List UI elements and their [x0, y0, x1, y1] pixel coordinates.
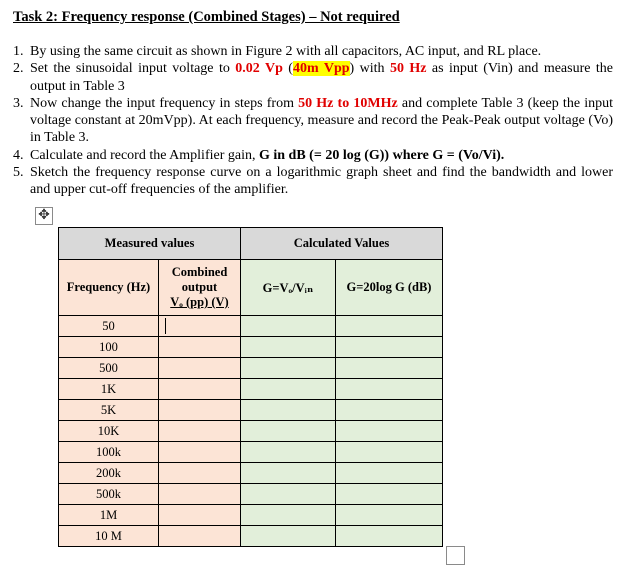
output-cell[interactable]	[159, 379, 241, 400]
table-resize-icon[interactable]	[446, 546, 465, 565]
frequency-cell: 5K	[59, 400, 159, 421]
table-row	[59, 526, 443, 547]
col-output-sub: Vₒ (pp) (V)	[170, 295, 229, 309]
frequency-table	[58, 227, 443, 547]
gain-db-cell[interactable]	[336, 379, 443, 400]
col-output-label: Combined output	[171, 265, 228, 294]
table-row	[59, 484, 443, 505]
table-row	[59, 463, 443, 484]
gain-db-cell[interactable]	[336, 337, 443, 358]
output-cell[interactable]	[159, 484, 241, 505]
output-cell[interactable]	[159, 463, 241, 484]
gain-cell[interactable]	[241, 400, 336, 421]
output-cell[interactable]	[159, 400, 241, 421]
col-gain: G=Vₒ/Vᵢₙ	[241, 260, 336, 316]
gain-db-cell[interactable]	[336, 442, 443, 463]
gain-cell[interactable]	[241, 316, 336, 337]
gain-cell[interactable]	[241, 421, 336, 442]
gain-db-cell[interactable]	[336, 358, 443, 379]
task-title: Task 2: Frequency response (Combined Stages) – Not required	[13, 9, 400, 25]
step-text-run: 50 Hz to 10MHz	[298, 95, 398, 111]
frequency-cell: 10 M	[59, 526, 159, 547]
step-item	[13, 43, 613, 60]
text-cursor	[165, 318, 166, 334]
gain-db-cell[interactable]	[336, 505, 443, 526]
step-text-run: G in dB (= 20 log (G)) where G = (Vo/Vi).	[258, 147, 505, 163]
step-text-run: 40m Vpp	[292, 61, 350, 77]
table-row	[59, 337, 443, 358]
frequency-cell: 200k	[59, 463, 159, 484]
step-item	[13, 95, 613, 147]
gain-db-cell[interactable]	[336, 421, 443, 442]
gain-cell[interactable]	[241, 337, 336, 358]
table-row	[59, 316, 443, 337]
step-text-run: Sketch the frequency response curve on a logarithmic graph sheet and find the bandwidth and lower and upper cut-off frequencies of the amplifier.	[30, 165, 613, 198]
gain-db-cell[interactable]	[336, 484, 443, 505]
gain-db-cell[interactable]	[336, 400, 443, 421]
step-text-run: 0.02 Vp	[235, 61, 283, 77]
col-output	[159, 260, 241, 316]
gain-cell[interactable]	[241, 484, 336, 505]
step-text-run: Set the sinusoidal input voltage to	[30, 61, 236, 77]
step-text	[30, 95, 613, 147]
frequency-cell: 1M	[59, 505, 159, 526]
step-text	[30, 43, 613, 60]
header-measured: Measured values	[59, 228, 241, 260]
table-row	[59, 379, 443, 400]
table-row	[59, 442, 443, 463]
step-text-run: ) with	[349, 61, 390, 77]
gain-cell[interactable]	[241, 358, 336, 379]
step-item	[13, 164, 613, 199]
frequency-cell: 100k	[59, 442, 159, 463]
output-cell[interactable]	[159, 316, 241, 337]
gain-cell[interactable]	[241, 526, 336, 547]
step-text-run: 50 Hz	[389, 61, 427, 77]
move-handle-icon[interactable]: ✥	[35, 207, 53, 225]
step-text	[30, 164, 613, 199]
table-row	[59, 400, 443, 421]
frequency-cell: 100	[59, 337, 159, 358]
frequency-cell: 10K	[59, 421, 159, 442]
output-cell[interactable]	[159, 358, 241, 379]
gain-db-cell[interactable]	[336, 463, 443, 484]
frequency-cell: 50	[59, 316, 159, 337]
output-cell[interactable]	[159, 442, 241, 463]
output-cell[interactable]	[159, 421, 241, 442]
step-text-run: (	[282, 61, 293, 77]
steps-list	[13, 43, 613, 199]
gain-cell[interactable]	[241, 442, 336, 463]
header-calculated: Calculated Values	[241, 228, 443, 260]
step-text-run: and complete Table 3 (keep the input voltage constant at 20mVpp). At each frequency, measure and record the Peak-Peak output voltage (Vo) in Table 3.	[30, 95, 613, 146]
frequency-cell: 500	[59, 358, 159, 379]
step-text-run: By using the same circuit as shown in Figure 2 with all capacitors, AC input, and RL place.	[30, 44, 542, 59]
gain-db-cell[interactable]	[336, 316, 443, 337]
step-number: 3.	[13, 95, 24, 111]
step-text-run: Now change the input frequency in steps from	[30, 95, 299, 111]
step-text-run: as input (Vin) and measure the output in Table 3	[30, 61, 614, 94]
output-cell[interactable]	[159, 337, 241, 358]
col-gain-db: G=20log G (dB)	[336, 260, 443, 316]
gain-cell[interactable]	[241, 379, 336, 400]
output-cell[interactable]	[159, 505, 241, 526]
gain-db-cell[interactable]	[336, 526, 443, 547]
output-cell[interactable]	[159, 526, 241, 547]
table-row	[59, 421, 443, 442]
step-text	[30, 60, 613, 95]
step-item	[13, 147, 613, 164]
gain-cell[interactable]	[241, 463, 336, 484]
gain-cell[interactable]	[241, 505, 336, 526]
frequency-cell: 500k	[59, 484, 159, 505]
table-row	[59, 358, 443, 379]
step-number: 4.	[13, 147, 24, 163]
step-text	[30, 147, 613, 164]
col-frequency: Frequency (Hz)	[59, 260, 159, 316]
step-number: 5.	[13, 165, 24, 181]
step-number: 2.	[13, 61, 24, 77]
step-text-run: Calculate and record the Amplifier gain,	[30, 147, 259, 163]
step-item	[13, 60, 613, 95]
table-row	[59, 505, 443, 526]
frequency-cell: 1K	[59, 379, 159, 400]
step-number: 1.	[13, 44, 24, 59]
